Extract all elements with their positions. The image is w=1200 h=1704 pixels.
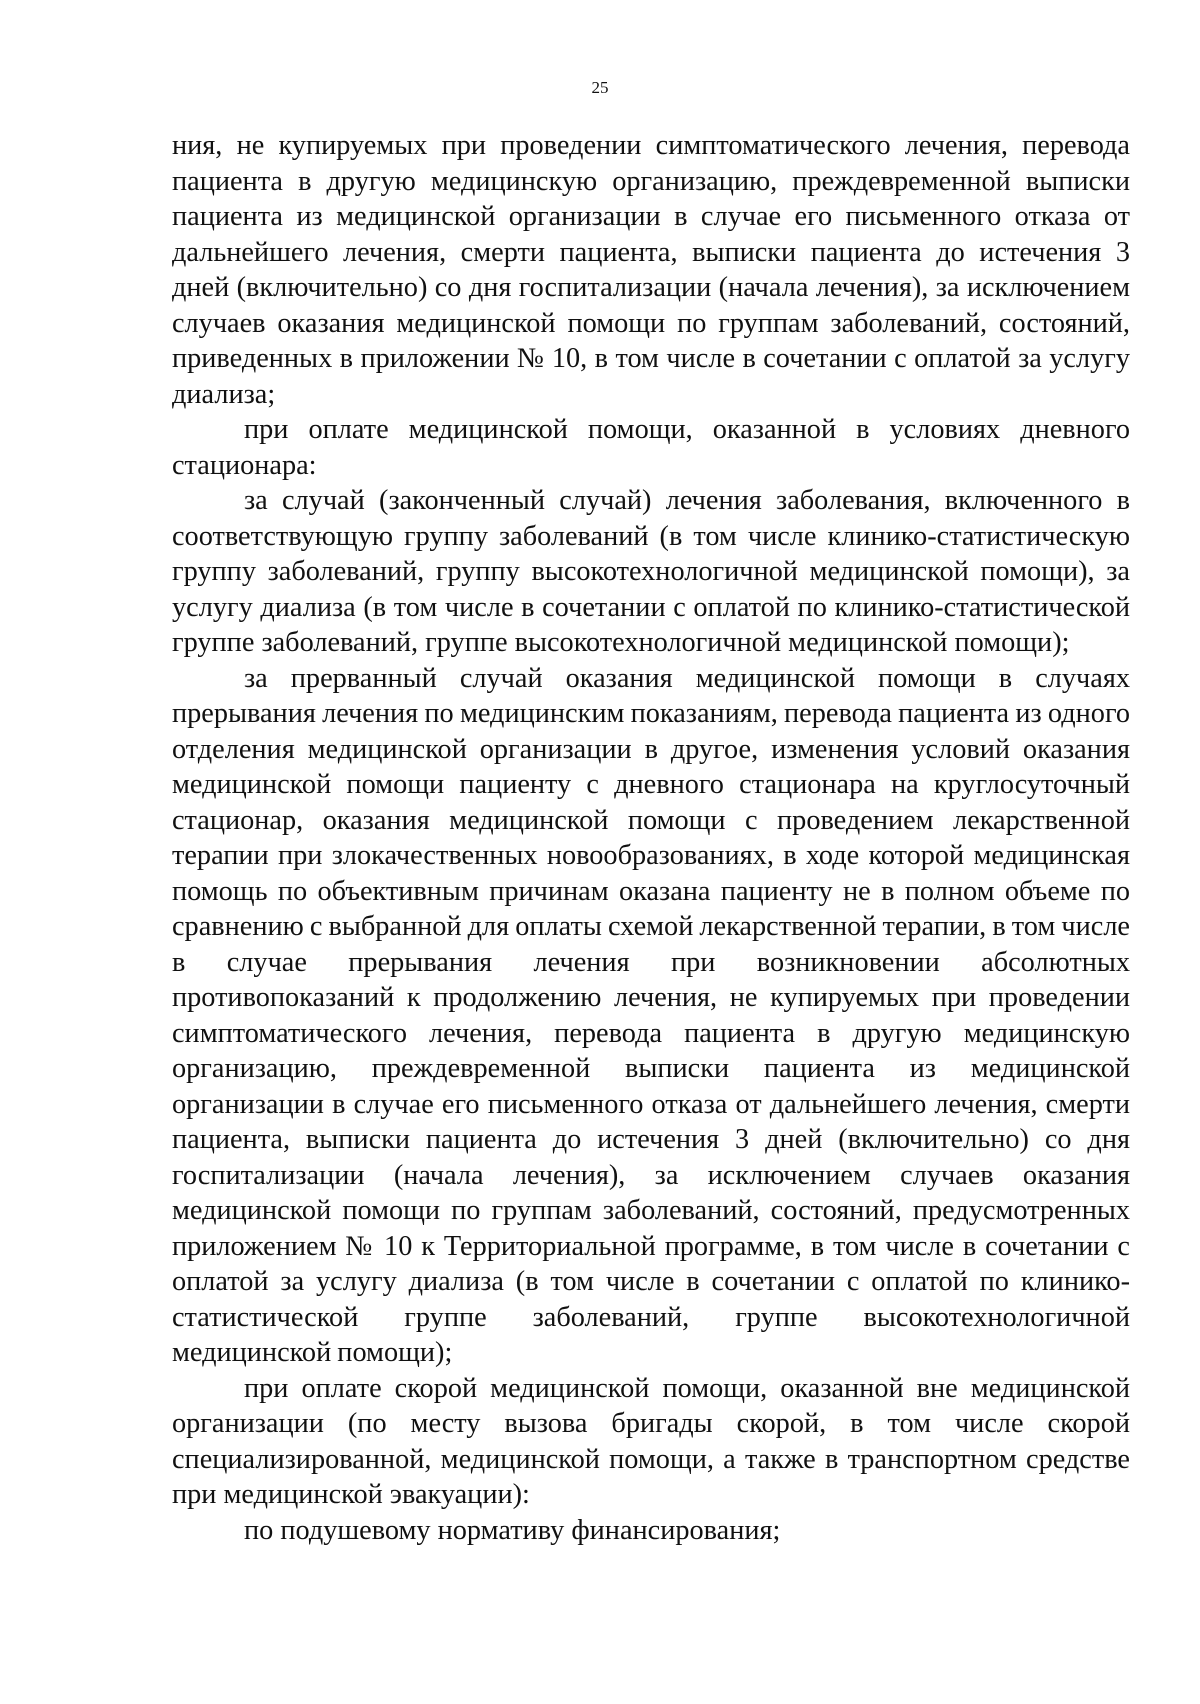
- page-number: 25: [591, 78, 609, 97]
- paragraph-emergency-care-payment: при оплате скорой медицинской помощи, оказанной вне медицинской организации (по месту вызова бригады скорой, в том числе скорой специализированной, медицинской помощи, а также в транспортном средстве при медицинской эвакуации):: [172, 1372, 1130, 1510]
- paragraph-completed-case: за случай (законченный случай) лечения заболевания, включенного в соответствующую группу заболеваний (в том числе клинико-статистическую группу заболеваний, группу высокотехнологичной медицинской помощи), за услугу диализа (в том числе в сочетании с оплатой по клинико-статистической группе заболеваний, группе высокотехнологичной медицинской помощи);: [172, 485, 1130, 658]
- document-body: [172, 128, 1130, 1548]
- paragraph-interrupted-case: за прерванный случай оказания медицинской помощи в случаях прерывания лечения по медицинским показаниям, перевода пациента из одного отделения медицинской организации в другое, изменения условий оказания медицинской помощи пациенту с дневного стационара на круглосуточный стационар, оказания медицинской помощи с проведением лекарственной терапии при злокачественных новообразованиях, в ходе которой медицинская помощь по объективным причинам оказана пациенту не в полном объеме по сравнению с выбранной для оплаты схемой лекарственной терапии, в том числе в случае прерывания лечения при возникновении абсолютных противопоказаний к продолжению лечения, не купируемых при проведении симптоматического лечения, перевода пациента в другую медицинскую организацию, преждевременной выписки пациента из медицинской организации в случае его письменного отказа от дальнейшего лечения, смерти пациента, выписки пациента до истечения 3 дней (включительно) со дня госпитализации (начала лечения), за исключением случаев оказания медицинской помощи по группам заболеваний, состояний, предусмотренных приложением № 10 к Территориальной программе, в том числе в сочетании с оплатой за услугу диализа (в том числе в сочетании с оплатой по клинико-статистической группе заболеваний, группе высокотехнологичной медицинской помощи);: [172, 662, 1130, 1368]
- paragraph-per-capita-norm: по подушевому нормативу финансирования;: [244, 1514, 781, 1546]
- paragraph-continuation: ния, не купируемых при проведении симптоматического лечения, перевода пациента в другую медицинскую организацию, преждевременной выписки пациента из медицинской организации в случае его письменного отказа от дальнейшего лечения, смерти пациента, выписки пациента до истечения 3 дней (включительно) со дня госпитализации (начала лечения), за исключением случаев оказания медицинской помощи по группам заболеваний, состояний, приведенных в приложении № 10, в том числе в сочетании с оплатой за услугу диализа;: [172, 130, 1130, 410]
- paragraph-day-hospital-payment: при оплате медицинской помощи, оказанной в условиях дневного стационара:: [172, 414, 1130, 481]
